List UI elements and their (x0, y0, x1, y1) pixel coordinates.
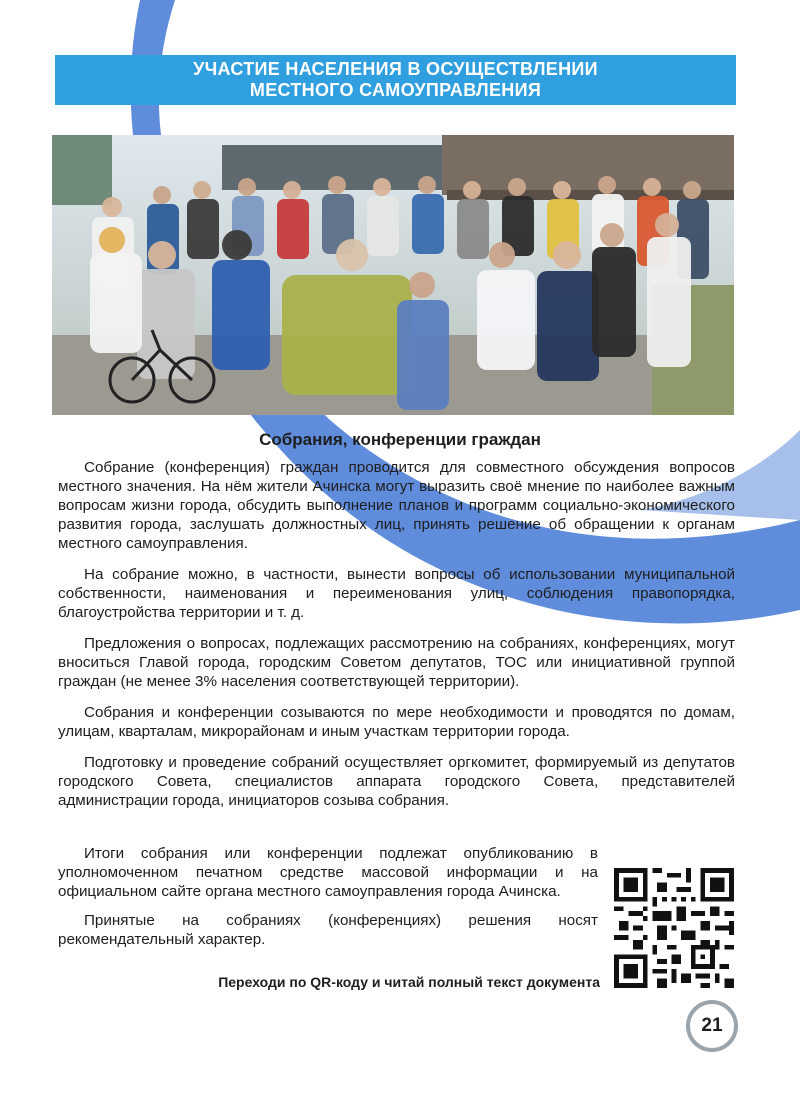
photo-crowd-meeting-icon (52, 135, 734, 415)
paragraph: Итоги собрания или конференции подлежат опубликованию в уполномоченном печатном средстве массовой информации и на официальном сайте органа местного самоуправления города Ачинска. (58, 845, 598, 900)
paragraph: На собрание можно, в частности, вынести вопросы об использовании муниципальной собственности, наименования и переименования улиц, соблюдения правопорядка, благоустройства территории и т. д. (58, 566, 735, 621)
section-title: Собрания, конференции граждан (259, 430, 541, 449)
paragraph: Подготовку и проведение собраний осуществляет оргкомитет, формируемый из депутатов городского Совета, специалистов аппарата городского Совета, представителей администрации города, инициаторов созыва собрания. (58, 754, 735, 809)
title-banner (55, 55, 736, 105)
paragraph: Принятые на собраниях (конференциях) решения носят рекомендательный характер. (58, 912, 598, 948)
main-body-text (58, 458, 735, 822)
page-number: 21 (686, 1000, 738, 1052)
paragraph: Предложения о вопросах, подлежащих рассмотрению на собраниях, конференциях, могут вноситься Главой города, городским Советом депутатов, ТОС или инициативной группой граждан (не менее 3% населения соответствующей территории). (58, 635, 735, 690)
paragraph: Собрание (конференция) граждан проводится для совместного обсуждения вопросов местного значения. На нём жители Ачинска могут выразить своё мнение по наиболее важным вопросам жизни города, обсудить выполнение планов и программ социально-экономического развития города, заслушать должностных лиц, принять решение об обращении к органам местного самоуправления. (58, 459, 735, 552)
crowd-meeting-photo (52, 135, 734, 415)
title-line-1: УЧАСТИЕ НАСЕЛЕНИЯ В ОСУЩЕСТВЛЕНИИ (193, 59, 598, 79)
qr-caption: Переходи по QR-коду и читай полный текст документа (218, 974, 600, 990)
title-line-2: МЕСТНОГО САМОУПРАВЛЕНИЯ (249, 80, 542, 100)
bottom-body-text (58, 844, 598, 959)
paragraph: Собрания и конференции созываются по мере необходимости и проводятся по домам, улицам, кварталам, микрорайонам и иным участкам территории города. (58, 704, 735, 740)
qr-code-icon[interactable] (614, 868, 734, 988)
